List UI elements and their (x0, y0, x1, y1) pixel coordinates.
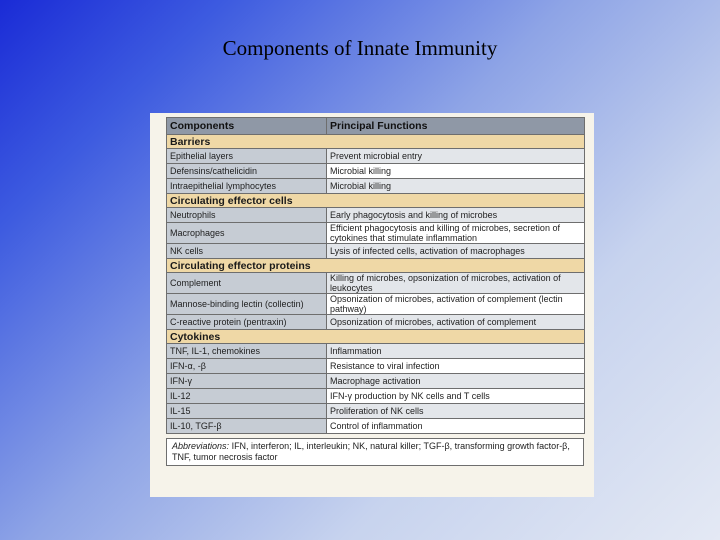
function-cell: Microbial killing (327, 179, 585, 194)
function-cell: Inflammation (327, 344, 585, 359)
header-principal-functions: Principal Functions (327, 118, 585, 135)
section-row (167, 330, 585, 344)
component-cell: IFN-γ (167, 374, 327, 389)
component-cell: IL-15 (167, 404, 327, 419)
section-row (167, 135, 585, 149)
section-title: Cytokines (167, 330, 585, 344)
function-cell: Efficient phagocytosis and killing of microbes, secretion of cytokines that stimulate inflammation (327, 223, 585, 244)
header-components: Components (167, 118, 327, 135)
function-cell: Proliferation of NK cells (327, 404, 585, 419)
section-title: Circulating effector proteins (167, 259, 585, 273)
table-row (167, 359, 585, 374)
table-row (167, 419, 585, 434)
component-cell: Neutrophils (167, 208, 327, 223)
components-table (166, 117, 585, 434)
component-cell: TNF, IL-1, chemokines (167, 344, 327, 359)
table-row (167, 273, 585, 294)
section-row (167, 259, 585, 273)
component-cell: IL-12 (167, 389, 327, 404)
component-cell: NK cells (167, 244, 327, 259)
table-row (167, 164, 585, 179)
component-cell: Mannose-binding lectin (collectin) (167, 294, 327, 315)
table-row (167, 149, 585, 164)
innate-immunity-table-image (150, 113, 594, 497)
component-cell: Defensins/cathelicidin (167, 164, 327, 179)
table-header-row (167, 118, 585, 135)
table-row (167, 389, 585, 404)
component-cell: C-reactive protein (pentraxin) (167, 315, 327, 330)
function-cell: Microbial killing (327, 164, 585, 179)
function-cell: Control of inflammation (327, 419, 585, 434)
component-cell: Epithelial layers (167, 149, 327, 164)
function-cell: Early phagocytosis and killing of microbes (327, 208, 585, 223)
table-row (167, 179, 585, 194)
function-cell: IFN-γ production by NK cells and T cells (327, 389, 585, 404)
table-row (167, 244, 585, 259)
table-row (167, 315, 585, 330)
function-cell: Macrophage activation (327, 374, 585, 389)
table-row (167, 208, 585, 223)
table-row (167, 344, 585, 359)
section-row (167, 194, 585, 208)
abbreviations-text: IFN, interferon; IL, interleukin; NK, natural killer; TGF-β, transforming growth factor-β, TNF, tumor necrosis factor (172, 441, 570, 462)
component-cell: Complement (167, 273, 327, 294)
component-cell: Macrophages (167, 223, 327, 244)
slide-title: Components of Innate Immunity (222, 36, 498, 60)
section-title: Barriers (167, 135, 585, 149)
table-row (167, 374, 585, 389)
abbreviations-label: Abbreviations: (172, 441, 230, 451)
function-cell: Opsonization of microbes, activation of complement (lectin pathway) (327, 294, 585, 315)
function-cell: Killing of microbes, opsonization of microbes, activation of leukocytes (327, 273, 585, 294)
table-row (167, 294, 585, 315)
function-cell: Prevent microbial entry (327, 149, 585, 164)
component-cell: IL-10, TGF-β (167, 419, 327, 434)
abbreviations-note (166, 438, 584, 466)
component-cell: IFN-α, -β (167, 359, 327, 374)
function-cell: Lysis of infected cells, activation of macrophages (327, 244, 585, 259)
table-row (167, 404, 585, 419)
table-row (167, 223, 585, 244)
function-cell: Resistance to viral infection (327, 359, 585, 374)
component-cell: Intraepithelial lymphocytes (167, 179, 327, 194)
function-cell: Opsonization of microbes, activation of complement (327, 315, 585, 330)
section-title: Circulating effector cells (167, 194, 585, 208)
